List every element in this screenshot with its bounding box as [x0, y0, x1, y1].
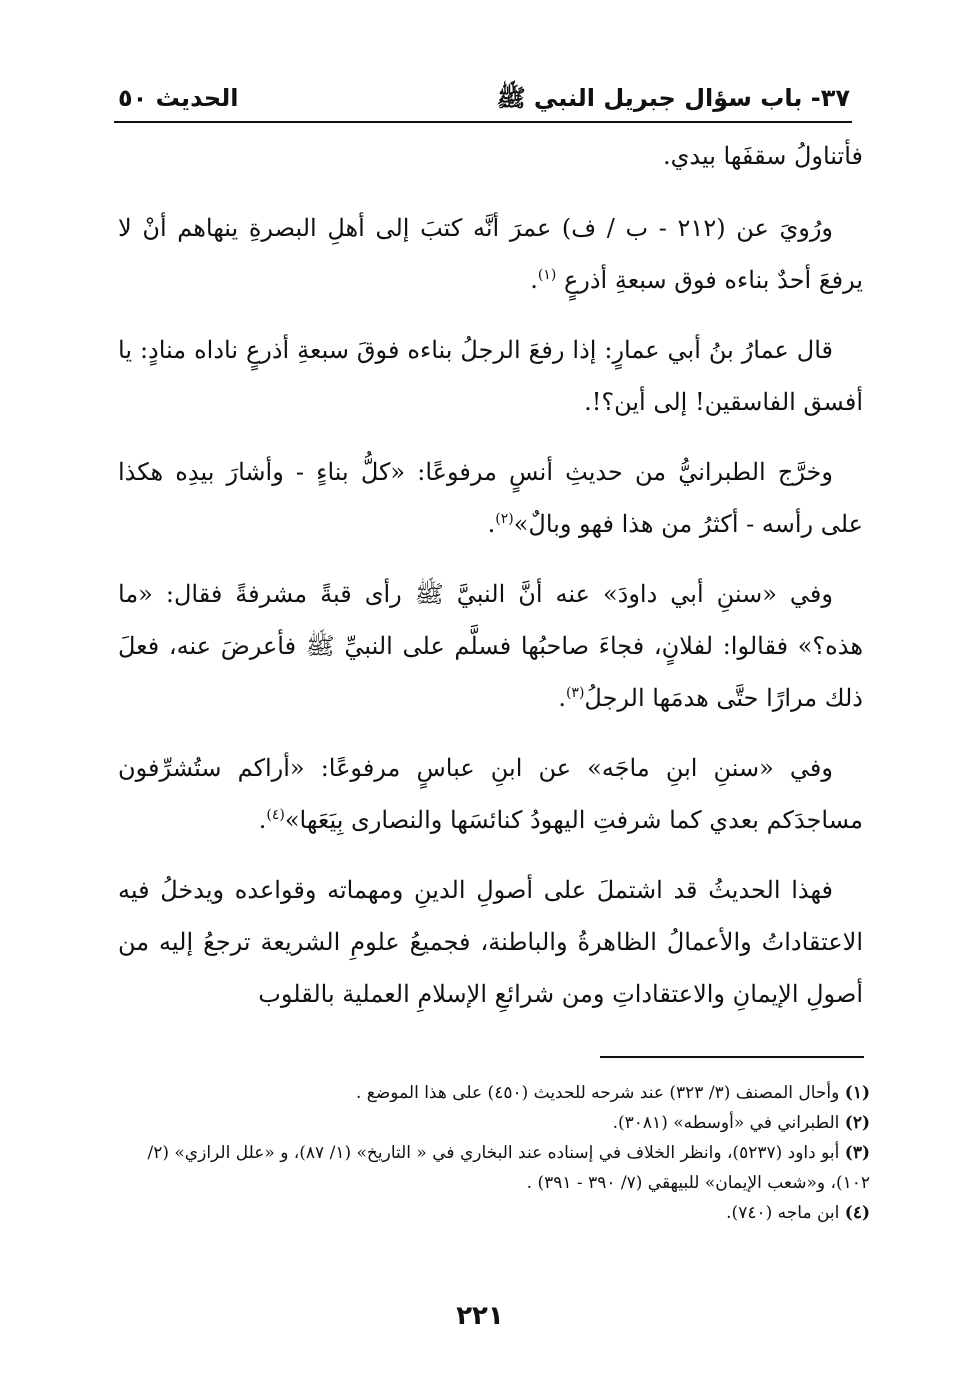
paragraph-text: وخرَّج الطبرانيُّ من حديثِ أنسٍ مرفوعًا: «كلُّ بناءٍ - وأشارَ بيدِه هكذا على رأسه - أكثرُ من هذا فهو وبالٌ»	[118, 458, 863, 538]
paragraph-text: وفي «سننِ أبي داودَ» عنه أنَّ النبيَّ ﷺ رأى قبةً مشرفةً فقال: «ما هذه؟» فقالوا: لفلانٍ، فجاءَ صاحبُها فسلَّم على النبيِّ ﷺ فأعرضَ عنه، فعلَ ذلك مرارًا حتَّى هدمَها الرجلُ	[118, 580, 863, 712]
header-divider	[114, 121, 852, 123]
page-number: ٢٢١	[456, 1301, 504, 1331]
footnote-number: (١)	[844, 1083, 870, 1103]
footnote-text: ابن ماجه (٧٤٠).	[726, 1203, 840, 1223]
chapter-title: ٣٧- باب سؤال جبريل النبي ﷺ	[496, 84, 850, 112]
paragraph-text: ورُويَ عن (٢١٢ - ب / ف) عمرَ أنَّه كتبَ إلى أهلِ البصرةِ ينهاهم أنْ لا يرفعَ أحدٌ بناءه فوق سبعةِ أذرعٍ	[118, 214, 863, 294]
paragraph-end: .	[558, 684, 566, 712]
footnote-divider	[600, 1056, 864, 1058]
footnote-ref-1[interactable]: (١)	[537, 267, 557, 283]
footnote-text: أبو داود (٥٢٣٧)، وانظر الخلاف في إسناده عند البخاري في « التاريخ» (١/ ٨٧)، و «علل الرازي» (٢/ ١٠٢)، و«شعب الإيمان» للبيهقي (٧/ ٣٩٠ - ٣٩١) .	[147, 1143, 870, 1193]
paragraph-continuation	[118, 130, 863, 182]
footnote-item	[130, 1108, 870, 1138]
paragraph-text: فأتناولُ سقفَها بيدي.	[662, 142, 863, 170]
footnote-item	[130, 1198, 870, 1228]
main-text	[118, 130, 863, 1038]
paragraph-text: فهذا الحديثُ قد اشتملَ على أصولِ الدينِ ومهماته وقواعده ويدخلُ فيه الاعتقاداتُ والأعمالُ الظاهرةُ والباطنة، فجميعُ علومِ الشريعة ترجعُ إليه من أصولِ الإيمانِ والاعتقاداتِ ومن شرائعِ الإسلامِ العملية بالقلوب	[118, 876, 863, 1008]
paragraph-text: وفي «سننِ ابنِ ماجَه» عن ابنِ عباسٍ مرفوعًا: «أراكم ستُشرِّفون مساجدَكم بعدي كما شرفتِ اليهودُ كنائسَها والنصارى بِيَعَها»	[118, 754, 863, 834]
running-header	[118, 78, 850, 118]
footnote-number: (٣)	[844, 1143, 870, 1163]
footnote-number: (٢)	[844, 1113, 870, 1133]
footnote-item	[130, 1138, 870, 1198]
paragraph-abu-dawud	[118, 568, 863, 724]
paragraph-end: .	[487, 510, 496, 538]
paragraph-summary	[118, 864, 863, 1020]
paragraph-end: .	[530, 266, 538, 294]
paragraph-tabarani	[118, 446, 863, 550]
footnote-ref-2[interactable]: (٢)	[495, 511, 514, 527]
footnotes	[130, 1078, 870, 1228]
paragraph-text: قال عمارُ بنُ أبي عمارٍ: إذا رفعَ الرجلُ بناءه فوقَ سبعةِ أذرعٍ ناداه منادٍ: يا أفسق الفاسقين! إلى أين؟!.	[118, 336, 863, 416]
hadith-number: الحديث ٥٠	[118, 84, 239, 112]
paragraph-ibn-majah	[118, 742, 863, 846]
paragraph-umar	[118, 202, 863, 306]
paragraph-ammar	[118, 324, 863, 428]
footnote-item	[130, 1078, 870, 1108]
paragraph-end: .	[258, 806, 267, 834]
footnote-ref-3[interactable]: (٣)	[565, 685, 585, 701]
footnote-ref-4[interactable]: (٤)	[266, 807, 285, 823]
footnote-text: الطبراني في «أوسطه» (٣٠٨١).	[612, 1113, 840, 1133]
footnote-text: وأحال المصنف (٣/ ٣٢٣) عند شرحه للحديث (٤٥٠) على هذا الموضع .	[355, 1083, 840, 1103]
footnote-number: (٤)	[844, 1203, 870, 1223]
